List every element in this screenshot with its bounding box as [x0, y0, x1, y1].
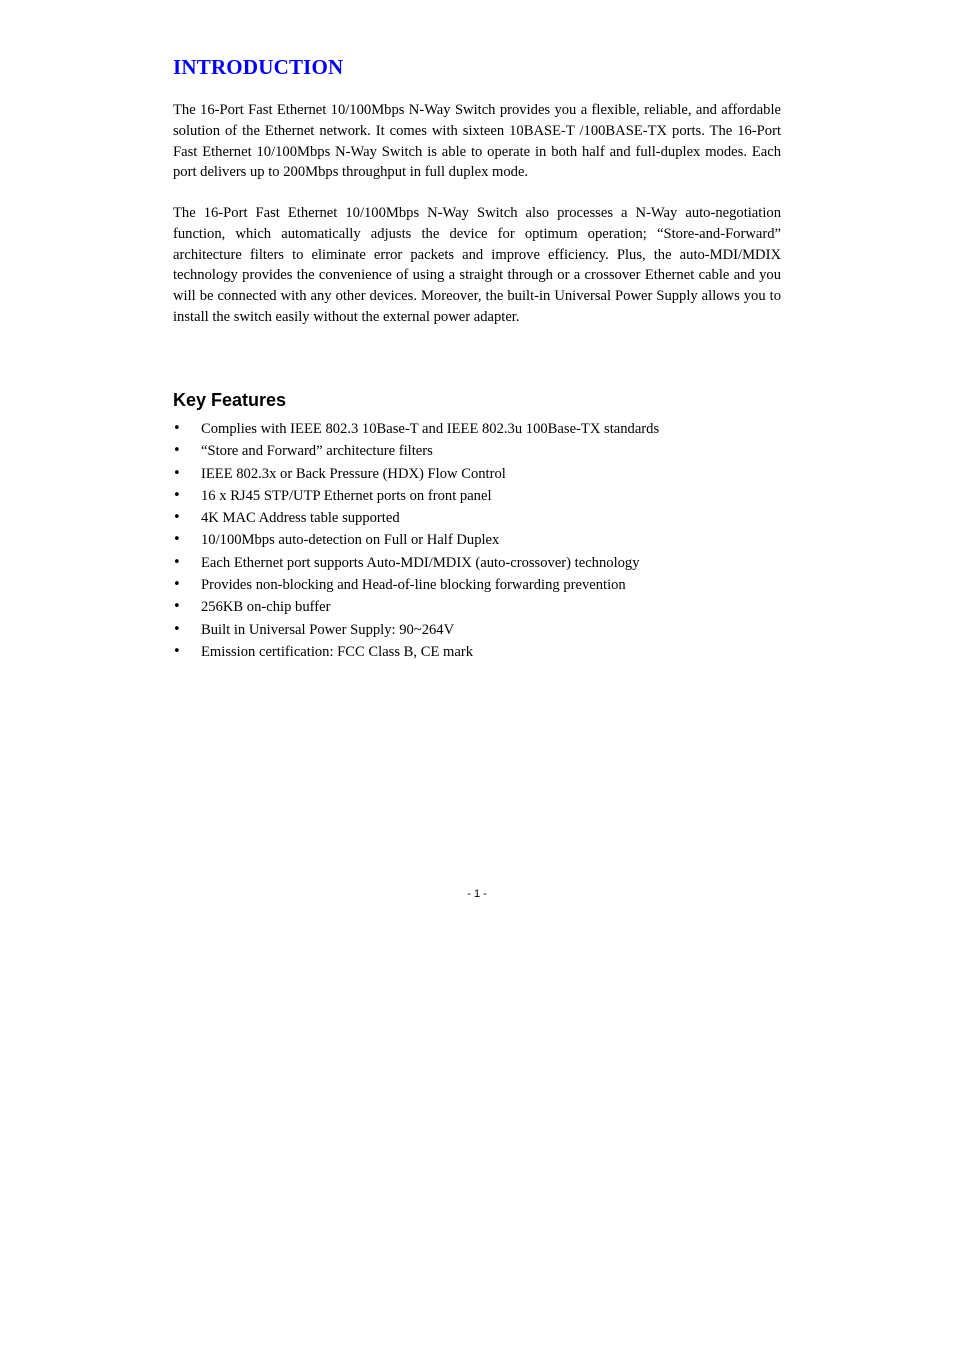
bullet-icon: • [173, 421, 181, 436]
feature-text: “Store and Forward” architecture filters [201, 443, 433, 460]
bullet-icon: • [173, 532, 181, 548]
feature-text: Each Ethernet port supports Auto-MDI/MDIX (auto-crossover) technology [201, 554, 640, 571]
intro-paragraph-1: The 16-Port Fast Ethernet 10/100Mbps N-Way Switch provides you a flexible, reliable, and affordable solution of the Ethernet network. It comes with sixteen 10BASE-T /100BASE-TX ports. The 16-Port Fast Ethernet 10/100Mbps N-Way Switch is able to operate in both half and full-duplex modes. Each port delivers up to 200Mbps throughput in full duplex mode. [173, 102, 781, 181]
list-item [173, 507, 781, 529]
list-item [173, 440, 781, 462]
bullet-icon: • [173, 465, 181, 481]
list-item [173, 529, 781, 551]
page-title: INTRODUCTION [173, 55, 344, 79]
bullet-icon: • [173, 599, 181, 615]
bullet-icon: • [173, 577, 181, 593]
key-features-heading: Key Features [173, 390, 287, 410]
bullet-icon: • [173, 554, 181, 570]
list-item [173, 596, 781, 618]
list-item [173, 641, 781, 663]
feature-text: IEEE 802.3x or Back Pressure (HDX) Flow Control [201, 465, 506, 482]
list-item [173, 574, 781, 596]
feature-text: 10/100Mbps auto-detection on Full or Half Duplex [201, 532, 500, 549]
page-number: - 1 - [467, 888, 487, 900]
list-item [173, 418, 781, 440]
bullet-icon: • [173, 643, 181, 659]
bullet-icon: • [173, 443, 181, 459]
feature-text: 4K MAC Address table supported [201, 510, 400, 527]
feature-text: Emission certification: FCC Class B, CE mark [201, 643, 473, 660]
bullet-icon: • [173, 510, 181, 526]
feature-text: 256KB on-chip buffer [201, 599, 331, 616]
bullet-icon: • [173, 487, 181, 503]
list-item [173, 552, 781, 574]
list-item [173, 619, 781, 641]
list-item [173, 485, 781, 507]
feature-text: Provides non-blocking and Head-of-line blocking forwarding prevention [201, 577, 626, 594]
feature-text: Complies with IEEE 802.3 10Base-T and IEEE 802.3u 100Base-TX standards [201, 421, 660, 437]
feature-text: 16 x RJ45 STP/UTP Ethernet ports on front panel [201, 487, 492, 504]
intro-paragraph-2: The 16-Port Fast Ethernet 10/100Mbps N-Way Switch also processes a N-Way auto-negotiation function, which automatically adjusts the device for optimum operation; “Store-and-Forward” architecture filters to eliminate error packets and improve efficiency. Plus, the auto-MDI/MDIX technology provides the convenience of using a straight through or a crossover Ethernet cable and you will be connected with any other devices. Moreover, the built-in Universal Power Supply allows you to install the switch easily without the external power adapter. [173, 205, 781, 325]
key-features-list [173, 418, 781, 663]
feature-text: Built in Universal Power Supply: 90~264V [201, 621, 455, 638]
list-item [173, 463, 781, 485]
bullet-icon: • [173, 621, 181, 637]
